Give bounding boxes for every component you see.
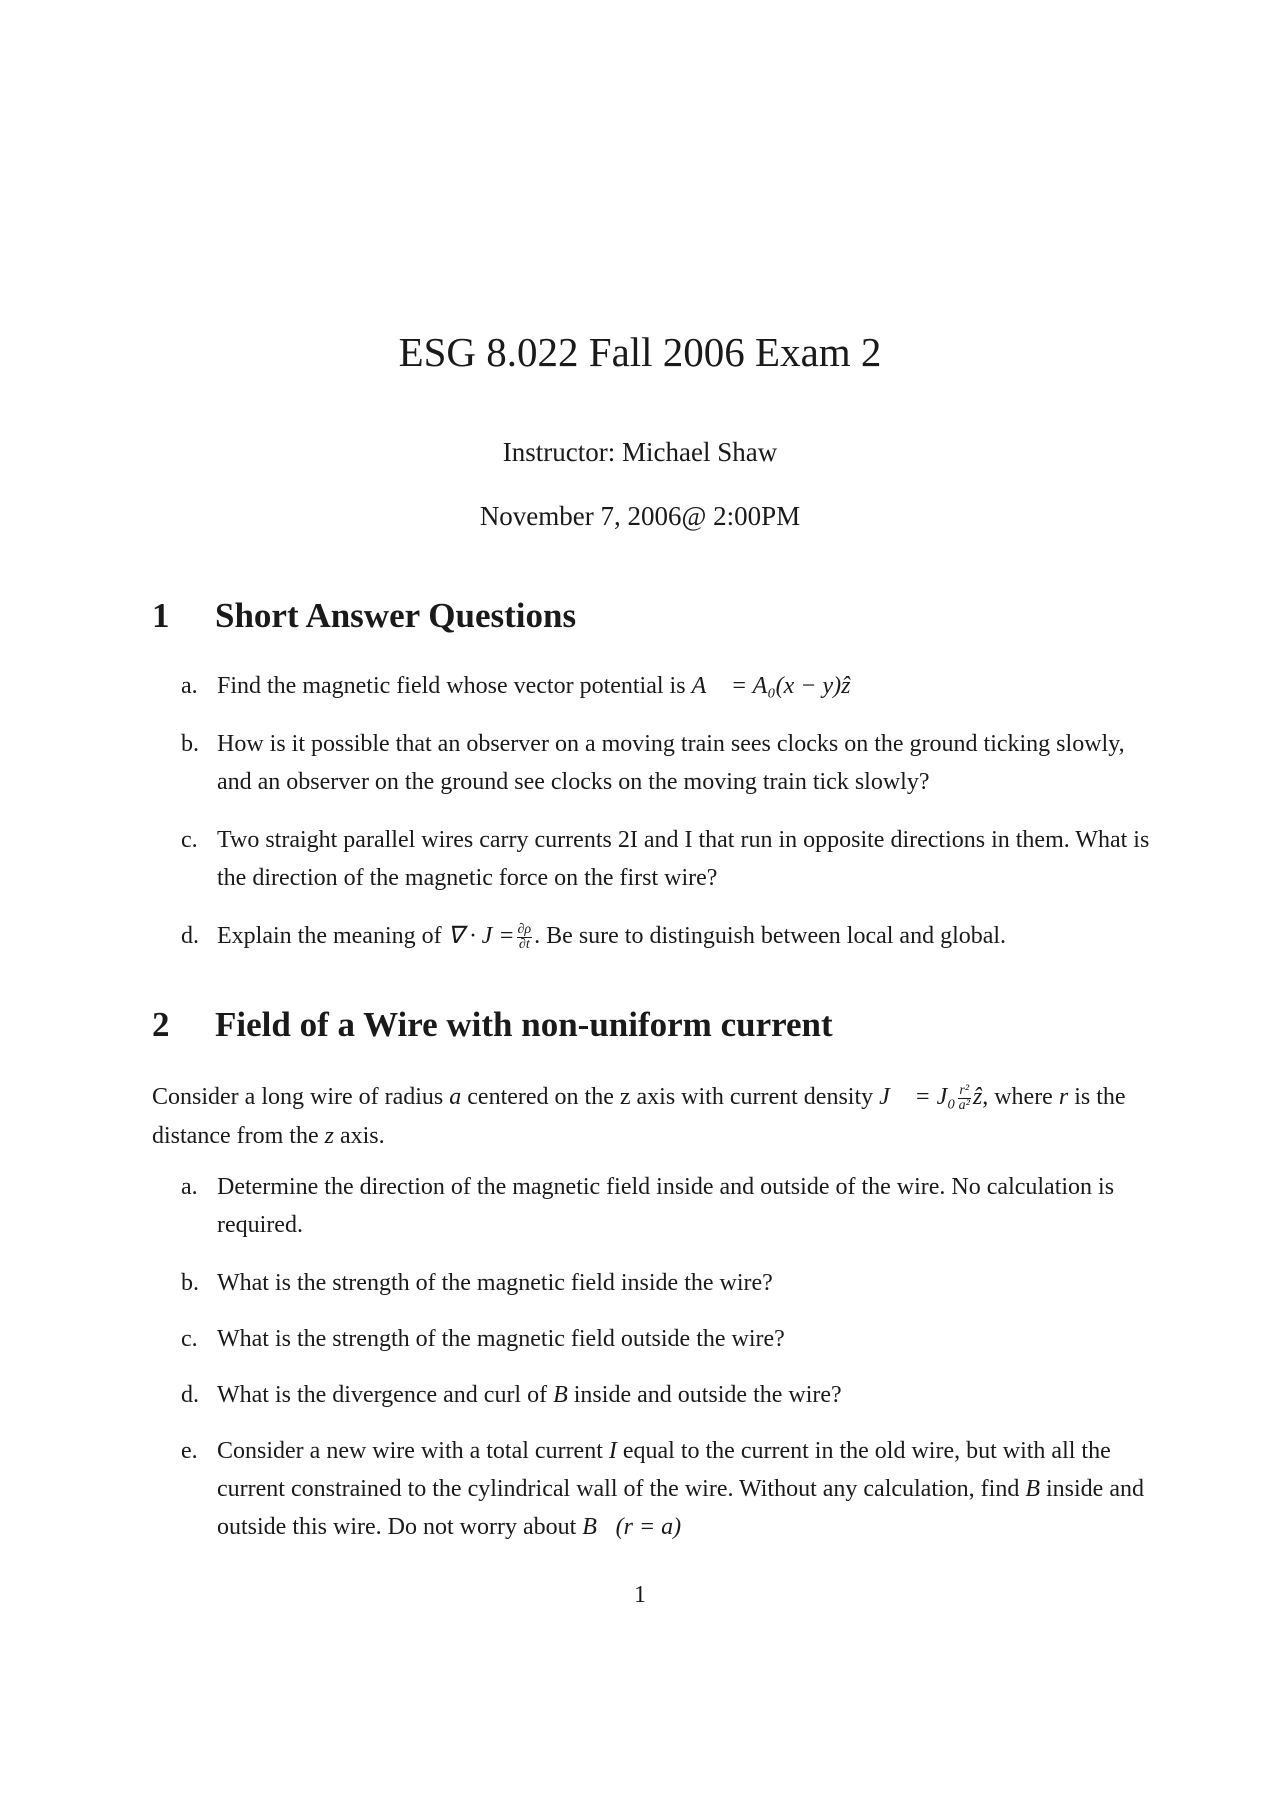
question-1a xyxy=(181,667,1165,705)
continuity-formula: ∇ · J = xyxy=(447,923,515,949)
fraction: $\frac{\partial\rho}{\partial t}$ xyxy=(517,921,532,952)
page-number: 1 xyxy=(634,1582,646,1608)
question-1c xyxy=(181,821,1165,897)
item-text: Consider a new wire with a total current I equal to the current in the old wire, but with all the current constrained to the cylindrical wall of the wire. Without any calculation, find B inside and outside this wire. Do not worry about B⃗(r = a) xyxy=(217,1438,1150,1540)
item-label: b. xyxy=(181,1270,199,1296)
item-text: Determine the direction of the magnetic field inside and outside of the wire. No calculation is required. xyxy=(217,1174,1115,1238)
item-text: What is the strength of the magnetic field inside the wire? xyxy=(217,1270,773,1296)
section-number: 1 xyxy=(152,596,170,635)
item-text: What is the strength of the magnetic field outside the wire? xyxy=(217,1326,785,1352)
item-label: a. xyxy=(181,673,198,699)
item-text: How is it possible that an observer on a moving train sees clocks on the ground ticking slowly, and an observer on the ground see clocks on the moving train tick slowly? xyxy=(217,731,1125,795)
item-text: Two straight parallel wires carry currents 2I and I that run in opposite directions in them. What is the direction of the magnetic force on the first wire? xyxy=(217,827,1150,891)
item-text: What is the divergence and curl of B inside and outside the wire? xyxy=(217,1382,842,1408)
item-label: d. xyxy=(181,1382,199,1408)
item-text: Find the magnetic field whose vector potential is A⃗ = A₀(x − y)ẑ xyxy=(217,673,851,699)
exam-date: November 7, 2006@ 2:00PM xyxy=(479,501,801,531)
question-2b xyxy=(181,1264,1165,1302)
section-intro-paragraph: Consider a long wire of radius a centered on the z axis with current density J⃗ = J₀ $\frac{\text{r²}}{\text{a²}}$ ẑ, where r is the distance from the z axis. xyxy=(152,1082,1126,1149)
section-heading-short-answer xyxy=(152,596,576,636)
item-label: a. xyxy=(181,1174,198,1200)
fraction: $\frac{\text{r²}}{\text{a²}}$ xyxy=(958,1082,970,1113)
question-1b xyxy=(181,725,1165,801)
field-at-boundary-formula: B⃗(r = a) xyxy=(582,1514,682,1540)
item-text: Explain the meaning of ∇ · J = $\frac{\partial\rho}{\partial t}$ . Be sure to distinguish between local and global. xyxy=(217,921,1007,952)
instructor-line: Instructor: Michael Shaw xyxy=(502,437,778,467)
item-label: e. xyxy=(181,1438,198,1464)
item-label: c. xyxy=(181,1326,198,1352)
section-title: Field of a Wire with non-uniform current xyxy=(215,1005,833,1044)
section-title: Short Answer Questions xyxy=(215,596,577,635)
question-2a xyxy=(181,1168,1165,1244)
question-2e xyxy=(181,1432,1165,1546)
document-title: ESG 8.022 Fall 2006 Exam 2 xyxy=(398,329,882,375)
current-density-formula: J⃗ = J₀ xyxy=(879,1084,956,1110)
item-label: b. xyxy=(181,731,199,757)
vector-potential-formula: A⃗ = A₀(x − y)ẑ xyxy=(691,673,851,699)
item-label: d. xyxy=(181,923,199,949)
section-heading-wire-field xyxy=(152,1005,833,1045)
question-1d xyxy=(181,917,1165,955)
question-2c xyxy=(181,1320,1165,1358)
item-label: c. xyxy=(181,827,198,853)
question-2d xyxy=(181,1376,1165,1414)
section-number: 2 xyxy=(152,1005,170,1044)
